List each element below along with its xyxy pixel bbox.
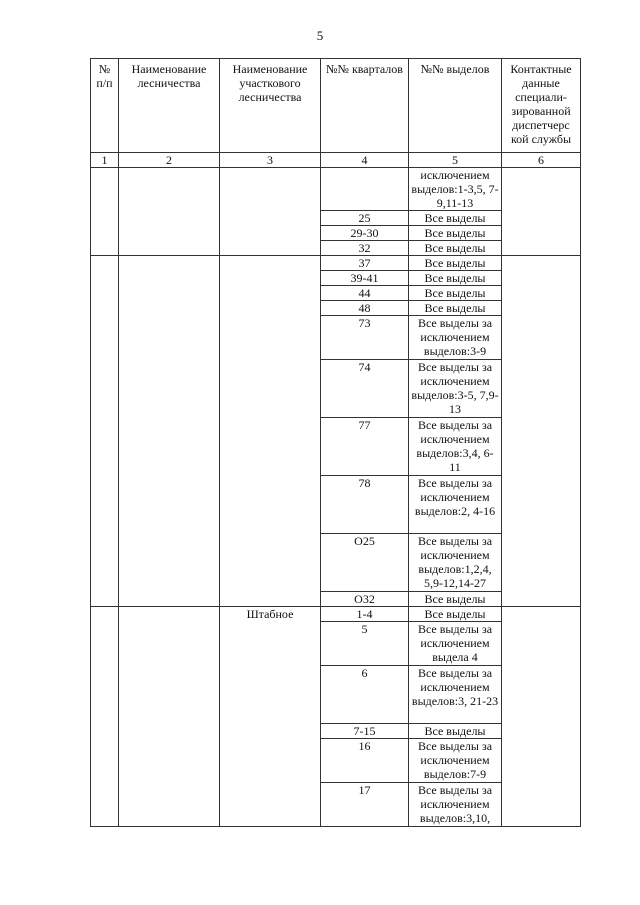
header-number: № п/п xyxy=(91,59,119,153)
allotment-cell: Все выделы за исключением выделов:3,4, 6-11 xyxy=(409,418,502,476)
quarter-cell: 44 xyxy=(321,286,409,301)
allotment-cell: Все выделы xyxy=(409,607,502,622)
header-contacts: Контактные данные специали-зированной диспетчерс кой службы xyxy=(502,59,581,153)
quarter-cell xyxy=(321,168,409,211)
table-row xyxy=(91,256,581,271)
allotment-cell: исключением выделов:1-3,5, 7-9,11-13 xyxy=(409,168,502,211)
subforestry-cell xyxy=(220,256,321,607)
forestry-cell xyxy=(119,168,220,256)
allotment-cell: Все выделы xyxy=(409,241,502,256)
header-forestry: Наименование лесничества xyxy=(119,59,220,153)
quarter-cell: 25 xyxy=(321,211,409,226)
table-header-row xyxy=(91,59,581,153)
quarter-cell: 78 xyxy=(321,476,409,534)
quarter-cell: 39-41 xyxy=(321,271,409,286)
column-number: 4 xyxy=(321,153,409,168)
quarter-cell: 6 xyxy=(321,666,409,724)
allotment-cell: Все выделы xyxy=(409,724,502,739)
allotment-cell: Все выделы за исключением выделов:3,10, xyxy=(409,783,502,827)
row-number-cell xyxy=(91,607,119,827)
contact-cell xyxy=(502,607,581,827)
quarter-cell: 32 xyxy=(321,241,409,256)
quarter-cell: 29-30 xyxy=(321,226,409,241)
column-number: 1 xyxy=(91,153,119,168)
forestry-cell xyxy=(119,256,220,607)
column-number-row xyxy=(91,153,581,168)
forestry-cell xyxy=(119,607,220,827)
allotment-cell: Все выделы за исключением выдела 4 xyxy=(409,622,502,666)
quarter-cell: 5 xyxy=(321,622,409,666)
column-number: 3 xyxy=(220,153,321,168)
quarter-cell: О32 xyxy=(321,592,409,607)
header-subforestry: Наименование участкового лесничества xyxy=(220,59,321,153)
table-row xyxy=(91,607,581,622)
quarter-cell: О25 xyxy=(321,534,409,592)
allotment-cell: Все выделы за исключением выделов:3-5, 7,9-13 xyxy=(409,360,502,418)
allotment-cell: Все выделы xyxy=(409,226,502,241)
allotment-cell: Все выделы xyxy=(409,301,502,316)
subforestry-cell: Штабное xyxy=(220,607,321,827)
quarter-cell: 16 xyxy=(321,739,409,783)
page-number: 5 xyxy=(316,28,324,43)
header-quarters: №№ кварталов xyxy=(321,59,409,153)
row-number-cell xyxy=(91,256,119,607)
allotment-cell: Все выделы за исключением выделов:7-9 xyxy=(409,739,502,783)
table-body xyxy=(91,168,581,827)
row-number-cell xyxy=(91,168,119,256)
allotment-cell: Все выделы xyxy=(409,211,502,226)
allotment-cell: Все выделы за исключением выделов:2, 4-16 xyxy=(409,476,502,534)
quarter-cell: 48 xyxy=(321,301,409,316)
allotment-cell: Все выделы xyxy=(409,271,502,286)
allotment-cell: Все выделы за исключением выделов:3-9 xyxy=(409,316,502,360)
column-number: 2 xyxy=(119,153,220,168)
column-number: 5 xyxy=(409,153,502,168)
quarter-cell: 1-4 xyxy=(321,607,409,622)
forestry-table xyxy=(90,58,580,827)
allotment-cell: Все выделы за исключением выделов:1,2,4, 5,9-12,14-27 xyxy=(409,534,502,592)
quarter-cell: 37 xyxy=(321,256,409,271)
table-row xyxy=(91,168,581,211)
allotment-cell: Все выделы xyxy=(409,592,502,607)
quarter-cell: 77 xyxy=(321,418,409,476)
subforestry-cell xyxy=(220,168,321,256)
contact-cell xyxy=(502,256,581,607)
allotment-cell: Все выделы за исключением выделов:3, 21-23 xyxy=(409,666,502,724)
quarter-cell: 74 xyxy=(321,360,409,418)
header-allotments: №№ выделов xyxy=(409,59,502,153)
allotment-cell: Все выделы xyxy=(409,286,502,301)
contact-cell xyxy=(502,168,581,256)
allotment-cell: Все выделы xyxy=(409,256,502,271)
quarter-cell: 73 xyxy=(321,316,409,360)
quarter-cell: 7-15 xyxy=(321,724,409,739)
column-number: 6 xyxy=(502,153,581,168)
quarter-cell: 17 xyxy=(321,783,409,827)
